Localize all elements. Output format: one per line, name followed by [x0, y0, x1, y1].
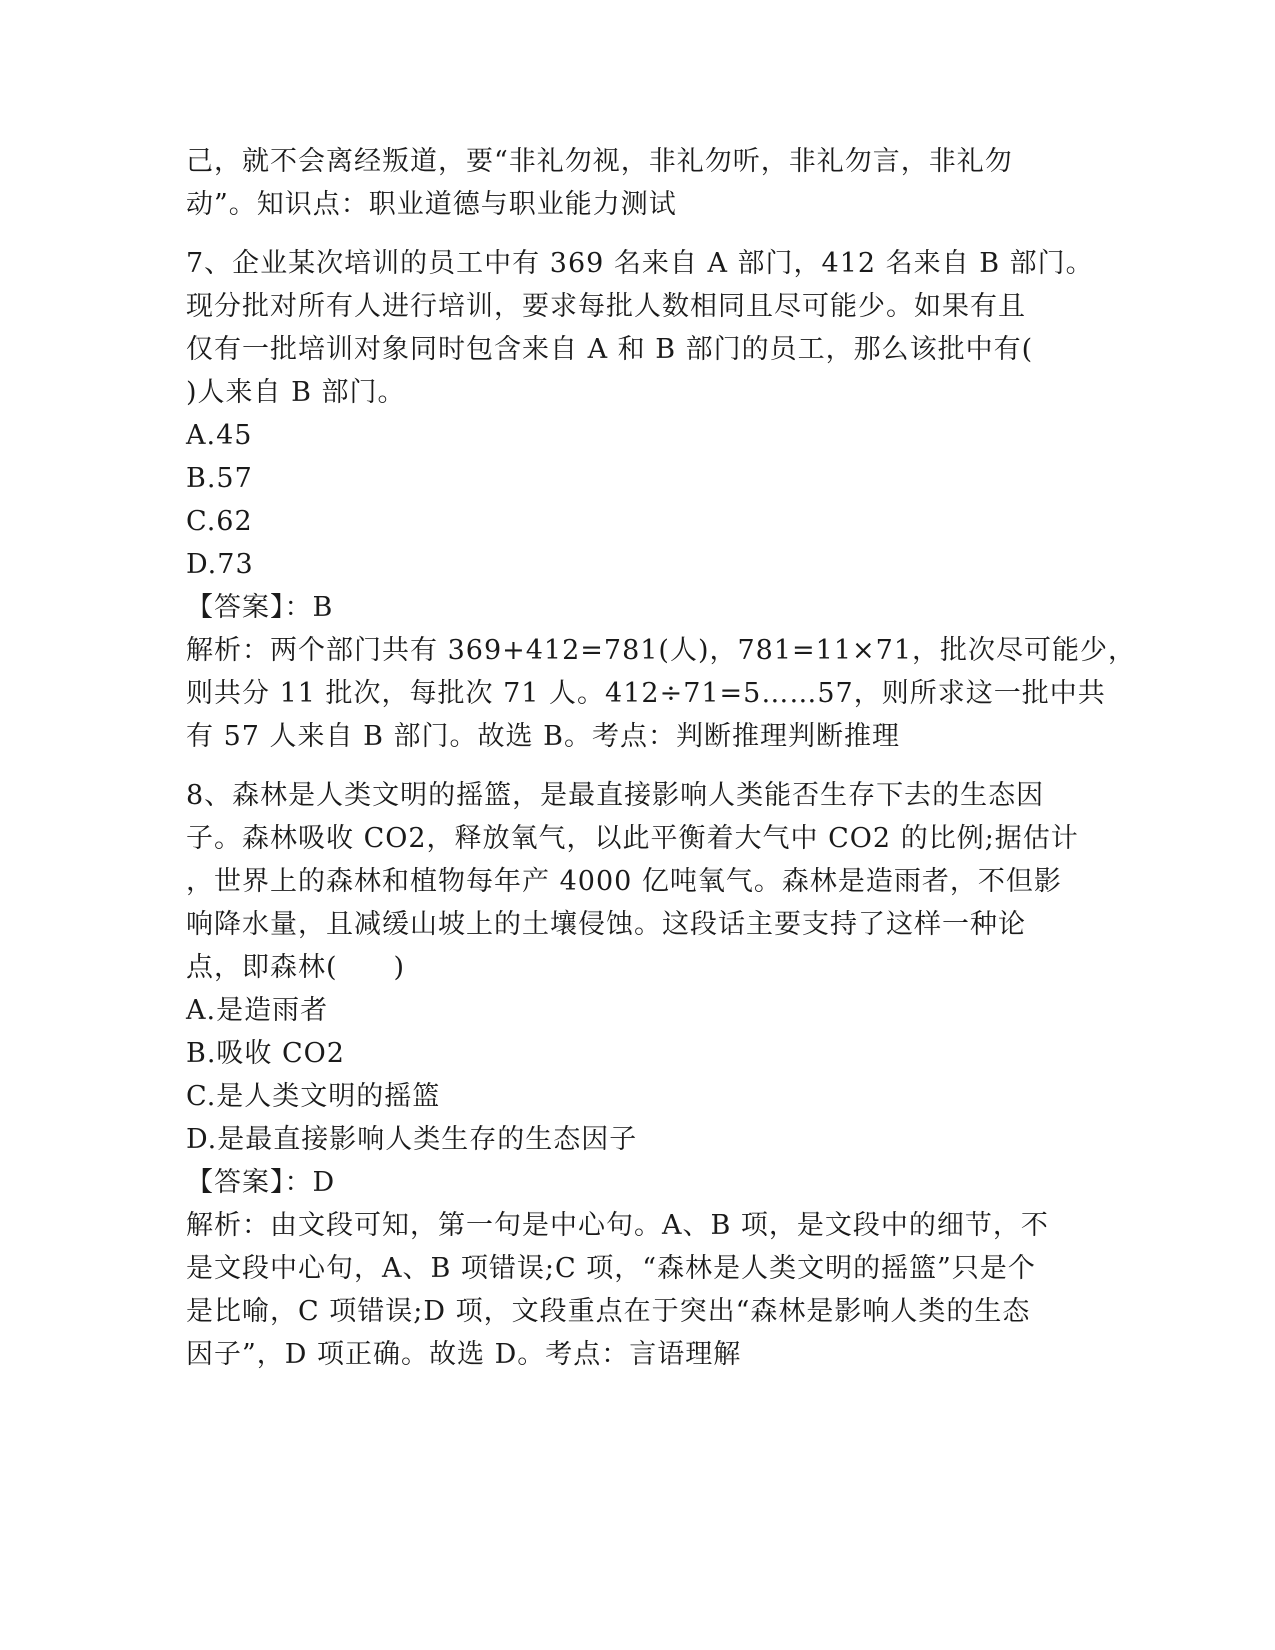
stem-line: 子。森林吸收 CO2，释放氧气，以此平衡着大气中 CO2 的比例;据估计	[186, 823, 1079, 854]
option-a: A.是造雨者	[186, 995, 329, 1026]
stem-line: 8、森林是人类文明的摇篮，是最直接影响人类能否生存下去的生态因	[186, 780, 1045, 811]
analysis-line: 是比喻，C 项错误;D 项，文段重点在于突出“森林是影响人类的生态	[186, 1296, 1031, 1327]
option-b: B.57	[186, 463, 253, 494]
answer-line: 【答案】：D	[186, 1167, 336, 1198]
stem-line: 7、企业某次培训的员工中有 369 名来自 A 部门，412 名来自 B 部门。	[186, 248, 1094, 279]
stem-line: 仅有一批培训对象同时包含来自 A 和 B 部门的员工，那么该批中有(	[186, 334, 1034, 365]
analysis	[186, 1204, 1086, 1376]
analysis-line: 解析：两个部门共有 369+412=781(人)，781=11×71，批次尽可能少，	[186, 635, 1136, 666]
option-d: D.73	[186, 549, 254, 580]
analysis-line: 因子”，D 项正确。故选 D。考点：言语理解	[186, 1339, 742, 1370]
document-page	[186, 140, 1136, 1376]
question-7	[186, 242, 1136, 758]
analysis-line: 有 57 人来自 B 部门。故选 B。考点：判断推理判断推理	[186, 721, 900, 752]
option-list	[186, 989, 1086, 1161]
question-stem	[186, 774, 1086, 989]
analysis-line: 则共分 11 批次，每批次 71 人。412÷71=5……57，则所求这一批中共	[186, 678, 1106, 709]
stem-line: ，世界上的森林和植物每年产 4000 亿吨氧气。森林是造雨者，不但影	[186, 866, 1062, 897]
option-list	[186, 414, 1086, 586]
stem-line: 现分批对所有人进行培训，要求每批人数相同且尽可能少。如果有且	[186, 291, 1026, 322]
question-stem	[186, 242, 1094, 414]
option-d: D.是最直接影响人类生存的生态因子	[186, 1124, 638, 1155]
option-b: B.吸收 CO2	[186, 1038, 345, 1069]
question-8	[186, 774, 1086, 1376]
option-c: C.62	[186, 506, 253, 537]
stem-line: )人来自 B 部门。	[186, 377, 406, 408]
text-line: 动”。知识点：职业道德与职业能力测试	[186, 189, 677, 220]
analysis-line: 是文段中心句，A、B 项错误;C 项，“森林是人类文明的摇篮”只是个	[186, 1253, 1036, 1284]
text-line: 己，就不会离经叛道，要“非礼勿视，非礼勿听，非礼勿言，非礼勿	[186, 146, 1013, 177]
option-c: C.是人类文明的摇篮	[186, 1081, 441, 1112]
answer-line: 【答案】：B	[186, 592, 334, 623]
analysis-line: 解析：由文段可知，第一句是中心句。A、B 项，是文段中的细节，不	[186, 1210, 1049, 1241]
analysis	[186, 629, 1136, 758]
stem-line: 点，即森林( )	[186, 952, 406, 983]
option-a: A.45	[186, 420, 253, 451]
previous-analysis-fragment	[186, 140, 1086, 226]
stem-line: 响降水量，且减缓山坡上的土壤侵蚀。这段话主要支持了这样一种论	[186, 909, 1026, 940]
